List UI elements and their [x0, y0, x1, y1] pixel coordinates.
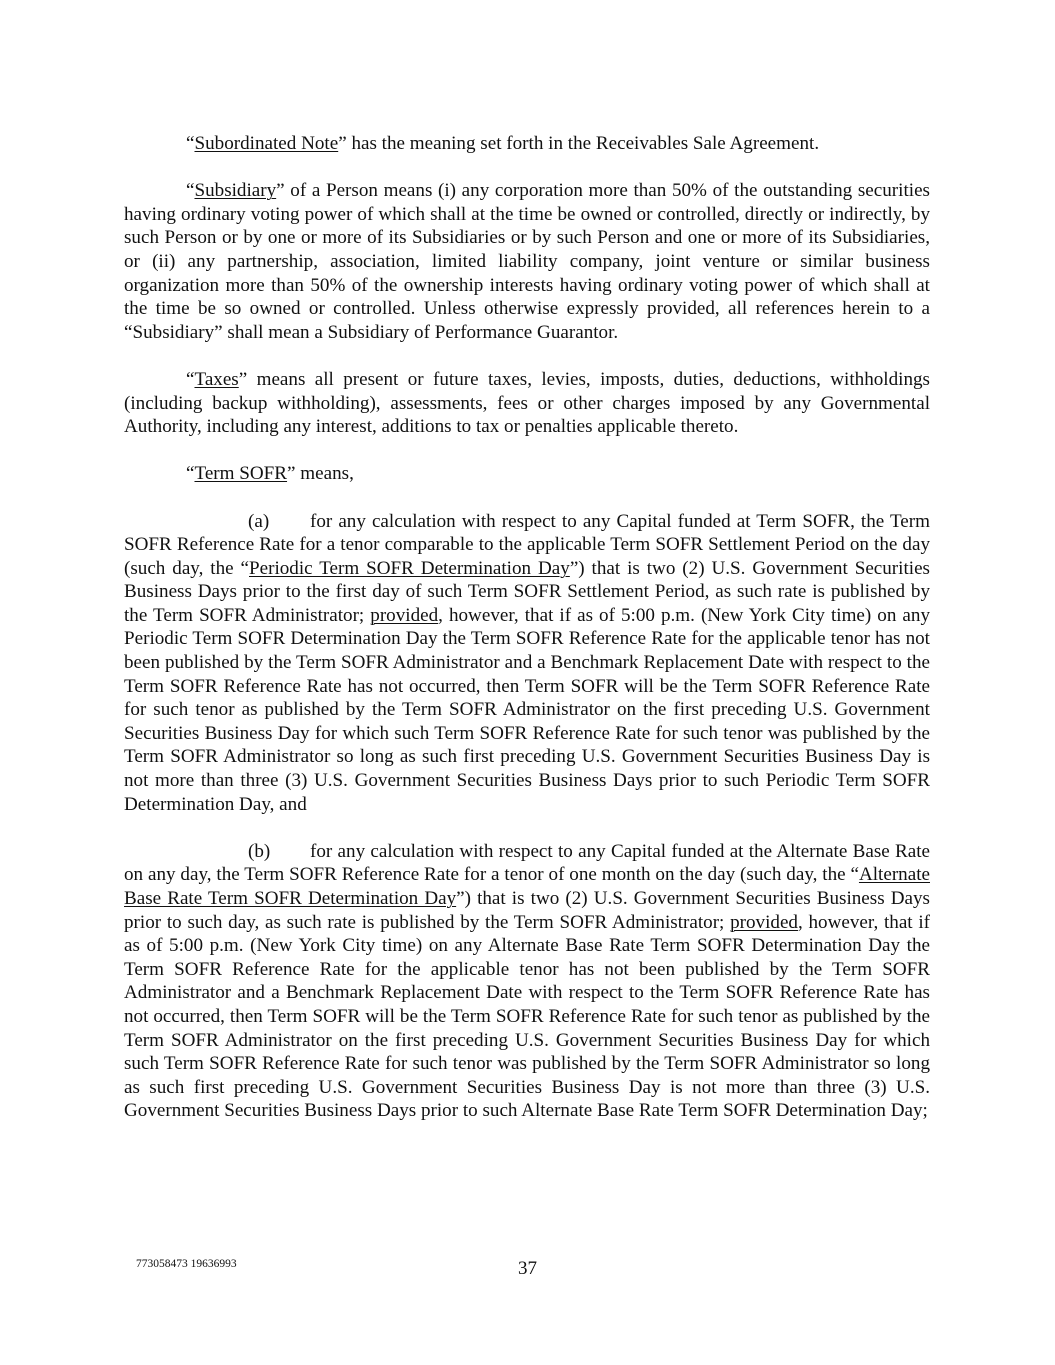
proviso-provided: provided: [730, 911, 798, 933]
clause-a-text-1: for any calculation with respect to any Capital funded at Term SOFR, the Term SOFR Reference Rate for a tenor comparable to the applicable Term SOFR Settlement Period on the day (such day, the “: [124, 510, 930, 579]
proviso-provided: provided: [370, 604, 439, 626]
clause-a-text-3: , however, that if as of 5:00 p.m. (New York City time) on any Periodic Term SOFR Determination Day the Term SOFR Reference Rate for the applicable tenor has not been published by the Term SOFR Administrator and a Benchmark Replacement Date with respect to the Term SOFR Reference Rate has not occurred, then Term SOFR will be the Term SOFR Reference Rate for such tenor as published by the Term SOFR Administrator on the first preceding U.S. Government Securities Business Day for which such Term SOFR Reference Rate for such tenor was published by the Term SOFR Administrator so long as such first preceding U.S. Government Securities Business Day is not more than three (3) U.S. Government Securities Business Days prior to such Periodic Term SOFR Determination Day, and: [124, 604, 930, 815]
defined-term-abr-determination-day: Alternate Base Rate Term SOFR Determination Day: [124, 864, 930, 909]
definition-text: ” of a Person means (i) any corporation more than 50% of the outstanding securities having ordinary voting power of which shall at the time be owned or controlled, directly or indirectly, by such Person or by one or more of its Subsidiaries or by such Person and one or more of its Subsidiaries, or (ii) any partnership, association, limited liability company, joint venture or similar business organization more than 50% of the ownership interests having ordinary voting power of which shall at the time be so owned or controlled. Unless otherwise expressly provided, all references herein to a “Subsidiary” shall mean a Subsidiary of Performance Guarantor.: [124, 180, 930, 343]
document-body: [124, 132, 930, 1147]
clause-label-a: (a): [248, 510, 270, 532]
open-quote: “: [186, 463, 195, 485]
open-quote: “: [186, 180, 195, 202]
clause-b-text-1: for any calculation with respect to any Capital funded at the Alternate Base Rate on any day, the Term SOFR Reference Rate for a tenor of one month on the day (such day, the “: [124, 840, 930, 886]
clause-b-text-2: ”) that is two (2) U.S. Government Securities Business Days prior to such day, as such rate is published by the Term SOFR Administrator;: [124, 888, 930, 933]
open-quote: “: [186, 133, 195, 154]
open-quote: “: [186, 368, 195, 390]
clause-a-text-2: ”) that is two (2) U.S. Government Securities Business Days prior to the first day of such Term SOFR Settlement Period, as such rate is published by the Term SOFR Administrator;: [124, 557, 930, 626]
page-number: 37: [518, 1258, 537, 1279]
defined-term-subordinated-note: Subordinated Note: [194, 133, 339, 154]
definition-text: ” has the meaning set forth in the Receivables Sale Agreement.: [338, 133, 820, 154]
term-sofr-clause-b: [124, 840, 930, 1123]
definition-subsidiary: [124, 179, 930, 344]
clause-b-text-3: , however, that if as of 5:00 p.m. (New York City time) on any Alternate Base Rate Term SOFR Determination Day the Term SOFR Reference Rate for the applicable tenor has not been published by the Term SOFR Administrator and a Benchmark Replacement Date with respect to the Term SOFR Reference Rate has not occurred, then Term SOFR will be the Term SOFR Reference Rate for such tenor as published by the Term SOFR Administrator on the first preceding U.S. Government Securities Business Day for which such Term SOFR Reference Rate for such tenor was published by the Term SOFR Administrator so long as such first preceding U.S. Government Securities Business Day is not more than three (3) U.S. Government Securities Business Days prior to such Alternate Base Rate Term SOFR Determination Day;: [124, 911, 931, 1122]
clause-label-b: (b): [248, 840, 271, 862]
term-sofr-clause-a: [124, 510, 930, 817]
definition-term-sofr: [124, 462, 930, 486]
definition-text: ” means,: [287, 463, 354, 485]
footer-document-id: 773058473 19636993: [136, 1258, 237, 1270]
definition-text: ” means all present or future taxes, levies, imposts, duties, deductions, withholdings (including backup withholding), assessments, fees or other charges imposed by any Governmental Authority, including any interest, additions to tax or penalties applicable thereto.: [124, 368, 930, 438]
definition-subordinated-note: [124, 132, 930, 156]
defined-term-taxes: Taxes: [194, 368, 239, 390]
defined-term-periodic-determination-day: Periodic Term SOFR Determination Day: [249, 557, 570, 579]
definition-taxes: [124, 368, 930, 439]
defined-term-subsidiary: Subsidiary: [194, 180, 277, 202]
defined-term-term-sofr: Term SOFR: [194, 463, 288, 485]
